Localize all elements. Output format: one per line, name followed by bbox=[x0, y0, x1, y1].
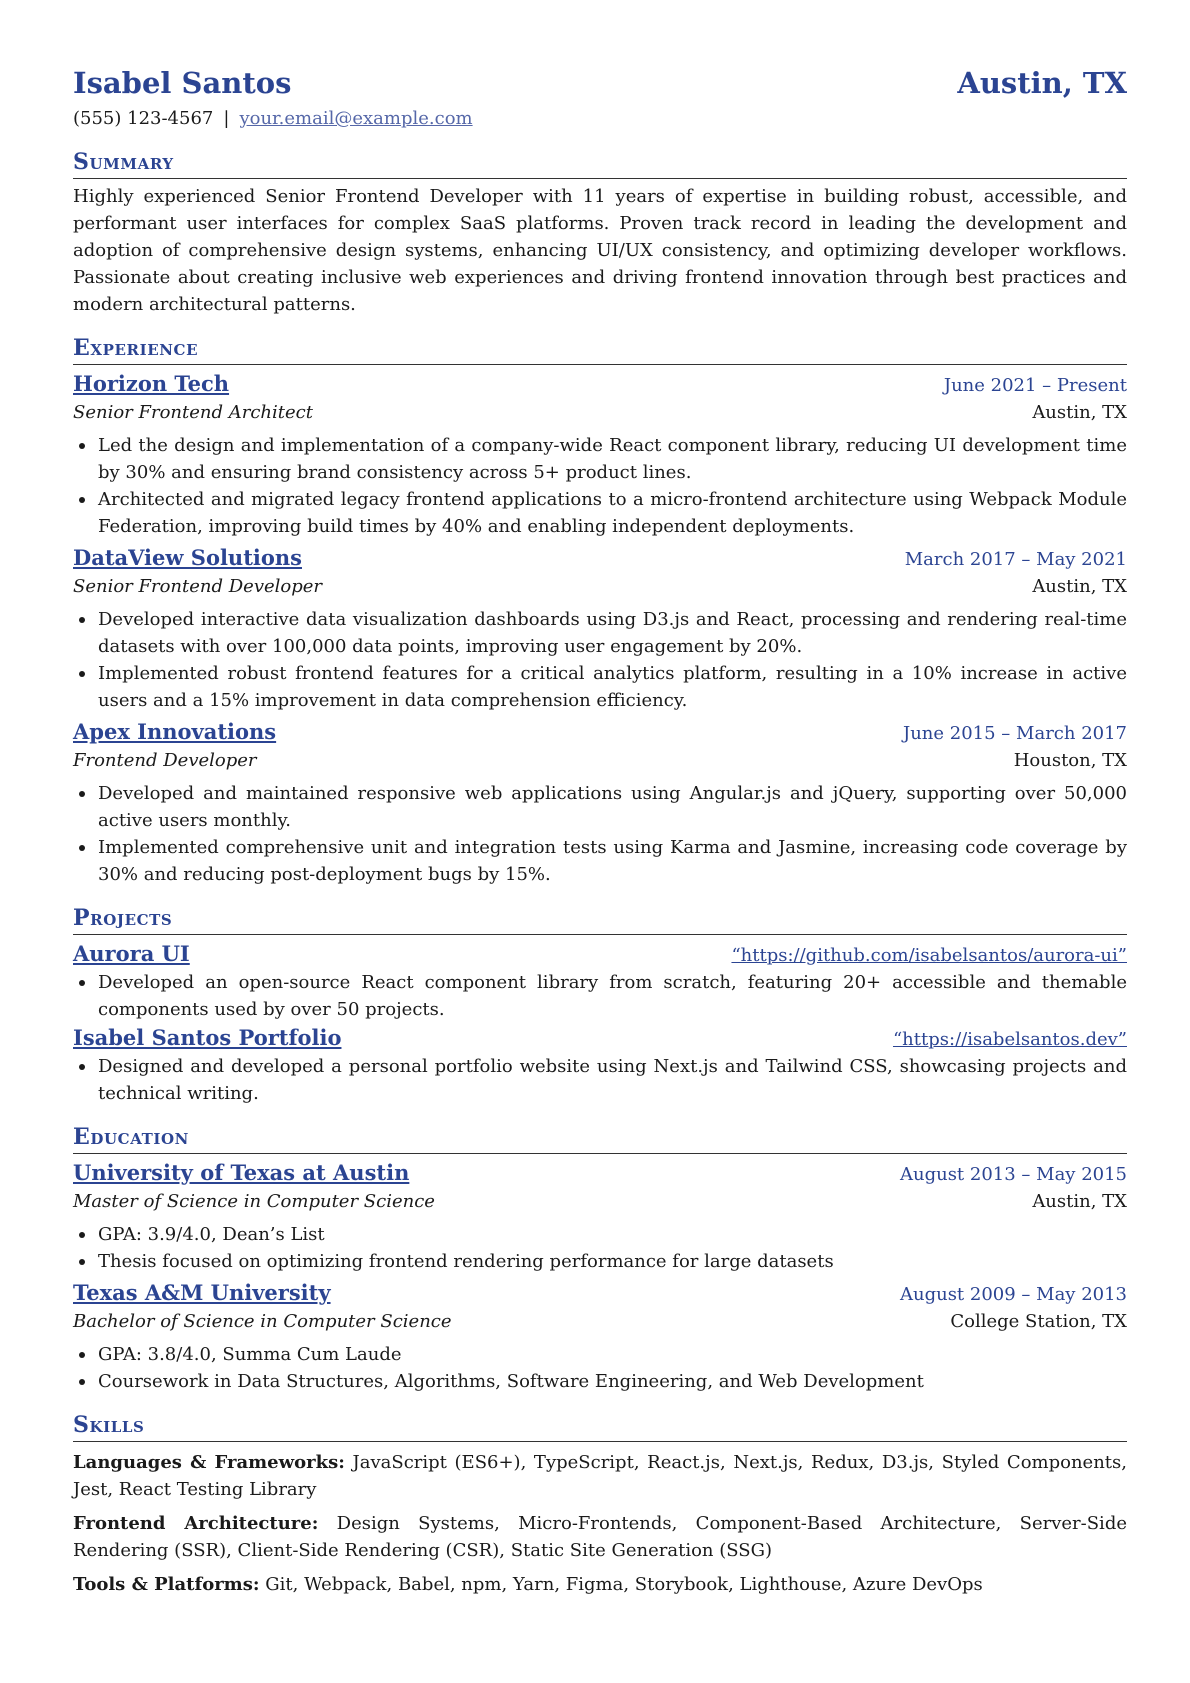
company-name[interactable]: DataView Solutions bbox=[73, 545, 302, 570]
project-bullets bbox=[73, 1053, 1127, 1107]
skill-label: Frontend Architecture: bbox=[73, 1513, 319, 1534]
summary-text: Highly experienced Senior Frontend Developer with 11 years of expertise in building robust, accessible, and performant user interfaces for complex SaaS platforms. Proven track record in leading the development and adoption of comprehensive design systems, enhancing UI/UX consistency, and optimizing developer workflows. Passionate about creating inclusive web experiences and driving frontend innovation through best practices and modern architectural patterns. bbox=[73, 186, 1127, 315]
school-name[interactable]: Texas A&M University bbox=[73, 1280, 331, 1305]
project-entry bbox=[73, 1023, 1127, 1107]
project-link[interactable]: “https://isabelsantos.dev” bbox=[892, 1029, 1127, 1050]
bullet-item: Designed and developed a personal portfolio website using Next.js and Tailwind CSS, showcasing projects and technical writing. bbox=[73, 1053, 1127, 1107]
project-name[interactable]: Isabel Santos Portfolio bbox=[73, 1025, 342, 1050]
education-entry bbox=[73, 1278, 1127, 1395]
experience-entry bbox=[73, 717, 1127, 888]
bullet-item: GPA: 3.8/4.0, Summa Cum Laude bbox=[73, 1341, 1127, 1368]
bullet-item: Developed interactive data visualization dashboards using D3.js and React, processing and rendering real-time datasets with over 100,000 data points, improving user engagement by 20%. bbox=[73, 606, 1127, 660]
section-title-projects: Projects bbox=[73, 903, 1127, 935]
degree-title: Bachelor of Science in Computer Science bbox=[73, 1311, 452, 1332]
school-location: Austin, TX bbox=[1032, 1191, 1127, 1212]
bullet-item: Developed an open-source React component library from scratch, featuring 20+ accessible and themable components used by over 50 projects. bbox=[73, 969, 1127, 1023]
section-title-experience: Experience bbox=[73, 333, 1127, 365]
job-location: Houston, TX bbox=[1013, 750, 1127, 771]
bullet-item: Coursework in Data Structures, Algorithms, Software Engineering, and Web Development bbox=[73, 1368, 1127, 1395]
project-name[interactable]: Aurora UI bbox=[73, 941, 190, 966]
job-title: Senior Frontend Architect bbox=[73, 402, 313, 423]
degree-title: Master of Science in Computer Science bbox=[73, 1191, 435, 1212]
experience-entry bbox=[73, 543, 1127, 714]
employment-dates: June 2021 – Present bbox=[943, 375, 1127, 396]
phone-number: (555) 123-4567 bbox=[73, 108, 214, 129]
candidate-name: Isabel Santos bbox=[73, 66, 292, 100]
bullet-item: Thesis focused on optimizing frontend rendering performance for large datasets bbox=[73, 1248, 1127, 1275]
skill-group bbox=[73, 1510, 1127, 1564]
bullet-item: Architected and migrated legacy frontend applications to a micro-frontend architecture using Webpack Module Federation, improving build times by 40% and enabling independent deployments. bbox=[73, 486, 1127, 540]
job-title: Senior Frontend Developer bbox=[73, 576, 323, 597]
bullet-item: GPA: 3.9/4.0, Dean’s List bbox=[73, 1221, 1127, 1248]
bullet-item: Implemented comprehensive unit and integration tests using Karma and Jasmine, increasing code coverage by 30% and reducing post-deployment bugs by 15%. bbox=[73, 834, 1127, 888]
experience-bullets bbox=[73, 606, 1127, 714]
job-title: Frontend Developer bbox=[73, 750, 257, 771]
resume-header bbox=[73, 62, 1127, 104]
skill-group bbox=[73, 1571, 1127, 1598]
skill-group bbox=[73, 1449, 1127, 1503]
skill-list: JavaScript (ES6+), TypeScript, React.js, Next.js, Redux, D3.js, Styled Components, Jest, React Testing Library bbox=[73, 1452, 1127, 1500]
project-link[interactable]: “https://github.com/isabelsantos/aurora-ui” bbox=[731, 945, 1127, 966]
section-title-education: Education bbox=[73, 1122, 1127, 1154]
experience-bullets bbox=[73, 432, 1127, 540]
school-location: College Station, TX bbox=[950, 1311, 1127, 1332]
job-location: Austin, TX bbox=[1032, 576, 1127, 597]
skill-label: Languages & Frameworks: bbox=[73, 1452, 345, 1473]
education-bullets bbox=[73, 1341, 1127, 1395]
bullet-item: Developed and maintained responsive web applications using Angular.js and jQuery, supporting over 50,000 active users monthly. bbox=[73, 780, 1127, 834]
skill-label: Tools & Platforms: bbox=[73, 1574, 260, 1595]
experience-bullets bbox=[73, 780, 1127, 888]
candidate-location: Austin, TX bbox=[957, 66, 1127, 100]
email-link[interactable]: your.email@example.com bbox=[239, 108, 473, 129]
education-entry bbox=[73, 1158, 1127, 1275]
skill-list: Git, Webpack, Babel, npm, Yarn, Figma, Storybook, Lighthouse, Azure DevOps bbox=[265, 1574, 983, 1595]
school-name[interactable]: University of Texas at Austin bbox=[73, 1160, 410, 1185]
employment-dates: March 2017 – May 2021 bbox=[904, 549, 1127, 570]
company-name[interactable]: Horizon Tech bbox=[73, 371, 230, 396]
section-title-summary: Summary bbox=[73, 147, 1127, 179]
project-entry bbox=[73, 939, 1127, 1023]
company-name[interactable]: Apex Innovations bbox=[73, 719, 277, 744]
bullet-item: Led the design and implementation of a company-wide React component library, reducing UI development time by 30% and ensuring brand consistency across 5+ product lines. bbox=[73, 432, 1127, 486]
bullet-item: Implemented robust frontend features for a critical analytics platform, resulting in a 10% increase in active users and a 15% improvement in data comprehension efficiency. bbox=[73, 660, 1127, 714]
contact-line bbox=[73, 106, 1127, 132]
education-dates: August 2013 – May 2015 bbox=[899, 1164, 1127, 1185]
employment-dates: June 2015 – March 2017 bbox=[903, 723, 1127, 744]
section-title-skills: Skills bbox=[73, 1410, 1127, 1442]
education-bullets bbox=[73, 1221, 1127, 1275]
job-location: Austin, TX bbox=[1032, 402, 1127, 423]
education-dates: August 2009 – May 2013 bbox=[899, 1284, 1127, 1305]
contact-separator: | bbox=[223, 108, 230, 129]
project-bullets bbox=[73, 969, 1127, 1023]
experience-entry bbox=[73, 369, 1127, 540]
skill-list: Design Systems, Micro-Frontends, Component-Based Architecture, Server-Side Rendering (SSR), Client-Side Rendering (CSR), Static Site Generation (SSG) bbox=[73, 1513, 1127, 1561]
